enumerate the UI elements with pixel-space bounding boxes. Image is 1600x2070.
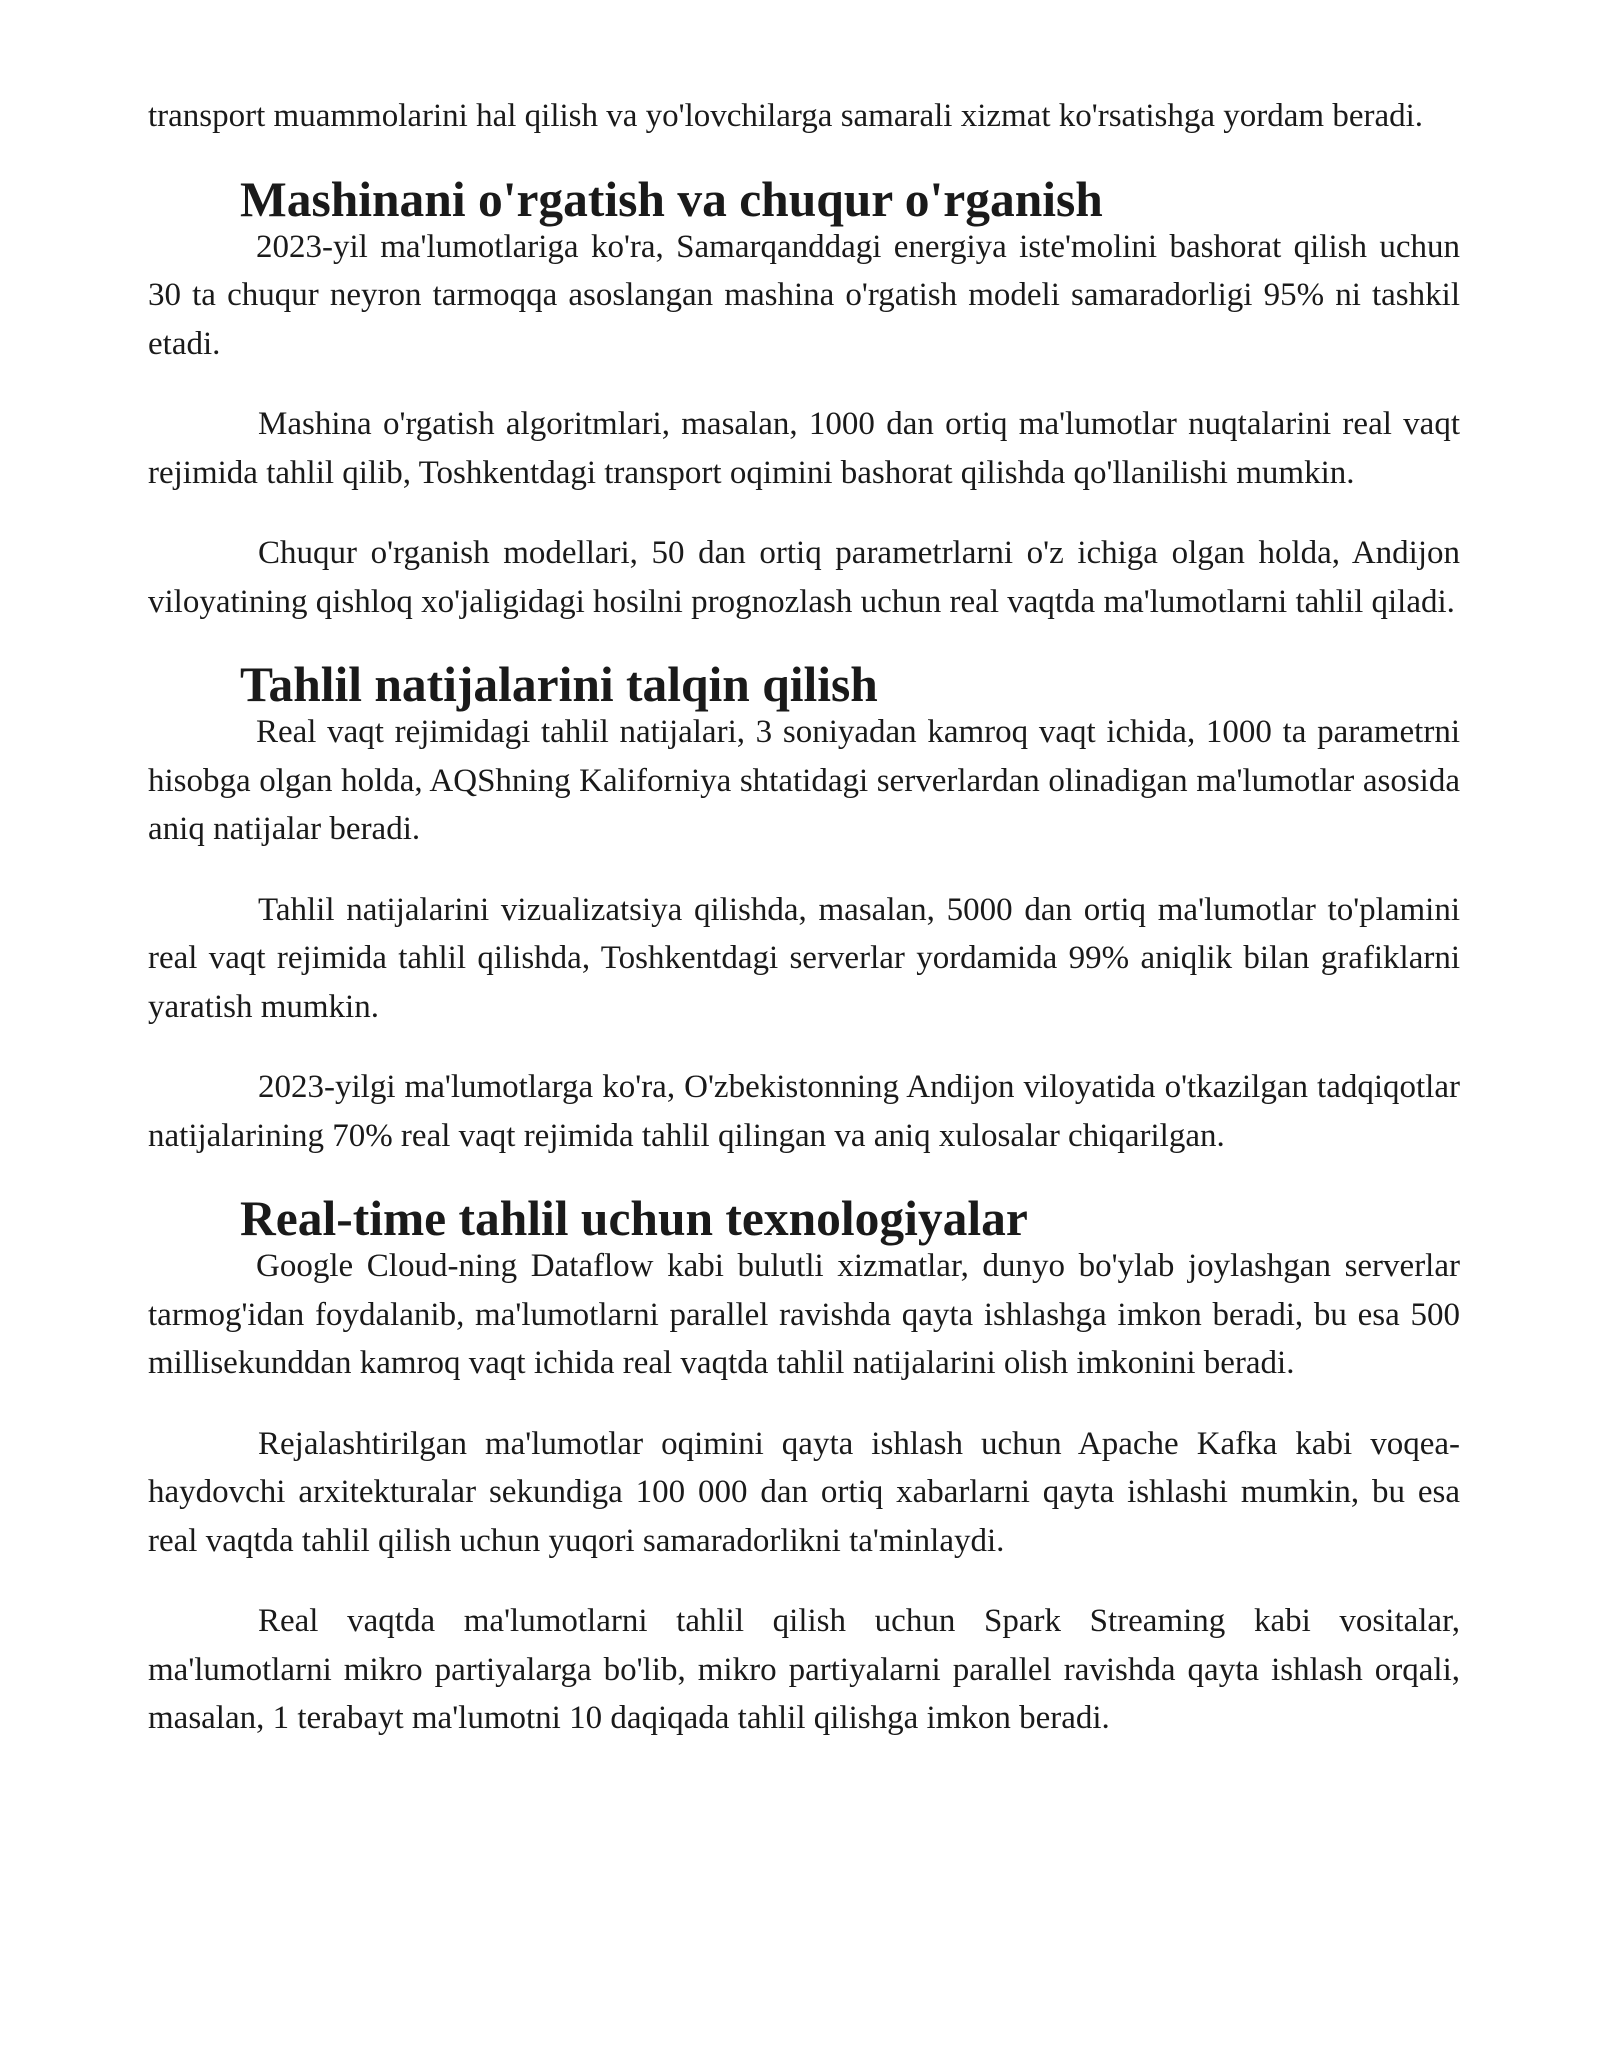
paragraph: Chuqur o'rganish modellari, 50 dan ortiq parametrlarni o'z ichiga olgan holda, Andijon viloyatining qishloq xo'jaligidagi hosilni prognozlash uchun real vaqtda ma'lumotlarni tahlil qiladi. xyxy=(148,535,1460,620)
section-heading-machine-learning: Mashinani o'rgatish va chuqur o'rganish xyxy=(240,171,1103,227)
document-body xyxy=(148,92,1460,1743)
paragraph: Google Cloud-ning Dataflow kabi bulutli xizmatlar, dunyo bo'ylab joylashgan serverlar tarmog'idan foydalanib, ma'lumotlarni parallel ravishda qayta ishlashga imkon beradi, bu esa 500 millisekunddan kamroq vaqt ichida real vaqtda tahlil natijalarini olish imkonini beradi. xyxy=(148,1248,1460,1381)
paragraph: Real vaqtda ma'lumotlarni tahlil qilish uchun Spark Streaming kabi vositalar, ma'lumotlarni mikro partiyalarga bo'lib, mikro partiyalarni parallel ravishda qayta ishlash orqali, masalan, 1 terabayt ma'lumotni 10 daqiqada tahlil qilishga imkon beradi. xyxy=(148,1603,1460,1736)
paragraph: Rejalashtirilgan ma'lumotlar oqimini qayta ishlash uchun Apache Kafka kabi voqea-haydovchi arxitekturalar sekundiga 100 000 dan ortiq xabarlarni qayta ishlashi mumkin, bu esa real vaqtda tahlil qilish uchun yuqori samaradorlikni ta'minlaydi. xyxy=(148,1425,1460,1559)
paragraph: Mashina o'rgatish algoritmlari, masalan, 1000 dan ortiq ma'lumotlar nuqtalarini real vaqt rejimida tahlil qilib, Toshkentdagi transport oqimini bashorat qilishda qo'llanilishi mumkin. xyxy=(148,406,1460,491)
section-heading-realtime-technologies: Real-time tahlil uchun texnologiyalar xyxy=(240,1191,1028,1246)
paragraph: 2023-yilgi ma'lumotlarga ko'ra, O'zbekistonning Andijon viloyatida o'tkazilgan tadqiqotlar natijalarining 70% real vaqt rejimida tahlil qilingan va aniq xulosalar chiqarilgan. xyxy=(148,1069,1460,1154)
paragraph: Tahlil natijalarini vizualizatsiya qilishda, masalan, 5000 dan ortiq ma'lumotlar to'plamini real vaqt rejimida tahlil qilishda, Toshkentdagi serverlar yordamida 99% aniqlik bilan grafiklarni yaratish mumkin. xyxy=(148,891,1460,1025)
section-heading-interpreting-results: Tahlil natijalarini talqin qilish xyxy=(240,657,878,712)
paragraph: 2023-yil ma'lumotlariga ko'ra, Samarqanddagi energiya iste'molini bashorat qilish uchun 30 ta chuqur neyron tarmoqqa asoslangan mashina o'rgatish modeli samaradorligi 95% ni tashkil etadi. xyxy=(148,228,1460,362)
intro-paragraph: transport muammolarini hal qilish va yo'lovchilarga samarali xizmat ko'rsatishga yordam beradi. xyxy=(148,98,1424,134)
paragraph: Real vaqt rejimidagi tahlil natijalari, 3 soniyadan kamroq vaqt ichida, 1000 ta parametrni hisobga olgan holda, AQShning Kaliforniya shtatidagi serverlardan olinadigan ma'lumotlar asosida aniq natijalar beradi. xyxy=(148,714,1460,847)
